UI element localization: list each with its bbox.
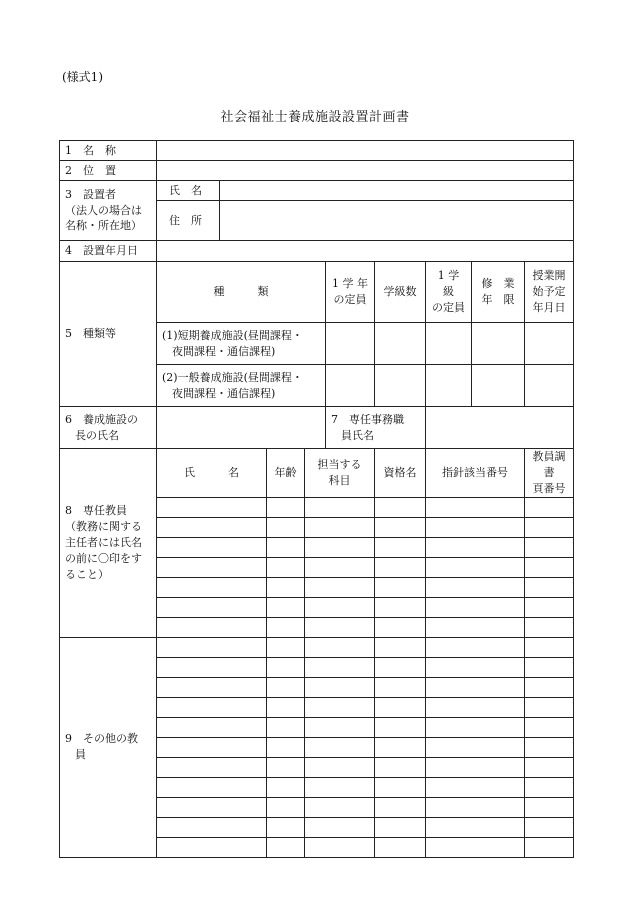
founder-label-line: （法人の場合は: [65, 203, 142, 217]
director-label: [60, 407, 157, 449]
teacher-qualification-cell[interactable]: [375, 717, 426, 737]
teacher-subject-cell[interactable]: [305, 817, 375, 837]
founder-address-label: 住 所: [157, 201, 220, 241]
teacher-qualification-cell[interactable]: [375, 617, 426, 637]
teacher-page-cell[interactable]: [525, 637, 574, 657]
short-classes-cell[interactable]: [375, 323, 426, 365]
teacher-age-cell[interactable]: [267, 697, 305, 717]
header-year-capacity: [326, 262, 375, 323]
teacher-qualification-cell[interactable]: [375, 657, 426, 677]
teacher-page-cell[interactable]: [525, 757, 574, 777]
teacher-subject-cell[interactable]: [305, 737, 375, 757]
other-teachers-label: [60, 637, 157, 857]
teacher-guideline-cell[interactable]: [426, 817, 525, 837]
teacher-page-cell[interactable]: [525, 617, 574, 637]
teacher-age-cell[interactable]: [267, 617, 305, 637]
teacher-age-cell[interactable]: [267, 837, 305, 857]
teacher-subject-cell[interactable]: [305, 637, 375, 657]
teacher-guideline-cell[interactable]: [426, 617, 525, 637]
teacher-page-cell[interactable]: [525, 497, 574, 517]
founder-label-line: 3 設置者: [65, 187, 116, 201]
teacher-guideline-cell[interactable]: [426, 777, 525, 797]
teacher-page-cell[interactable]: [525, 797, 574, 817]
teacher-page-cell[interactable]: [525, 597, 574, 617]
teacher-subject-cell[interactable]: [305, 517, 375, 537]
director-label-line: 6 養成施設の: [65, 412, 138, 426]
teacher-page-cell[interactable]: [525, 817, 574, 837]
plan-form-table: [59, 140, 574, 858]
teacher-guideline-cell[interactable]: [426, 597, 525, 617]
teacher-subject-cell[interactable]: [305, 837, 375, 857]
teacher-guideline-cell[interactable]: [426, 657, 525, 677]
header-subject: [305, 449, 375, 498]
teacher-age-cell[interactable]: [267, 757, 305, 777]
teacher-name-cell[interactable]: [157, 657, 267, 677]
header-line: 修 業: [481, 277, 515, 291]
type-line: 夜間課程・通信課程): [172, 344, 276, 358]
teacher-name-cell[interactable]: [157, 697, 267, 717]
header-line: 年 限: [481, 293, 515, 306]
founder-label: [60, 181, 157, 241]
form-number-label: (様式1): [62, 70, 103, 84]
teachers-label-line: 8 専任教員: [65, 504, 127, 518]
short-year-capacity-cell[interactable]: [326, 323, 375, 365]
header-line: 頁番号: [532, 481, 566, 495]
type-general-course: [157, 365, 326, 407]
short-start-date-cell[interactable]: [525, 323, 574, 365]
teacher-age-cell[interactable]: [267, 537, 305, 557]
staff-label: [326, 407, 426, 449]
teacher-qualification-cell[interactable]: [375, 637, 426, 657]
general-start-date-cell[interactable]: [525, 365, 574, 407]
teacher-qualification-cell[interactable]: [375, 757, 426, 777]
fulltime-teachers-label: [60, 449, 157, 638]
teacher-guideline-cell[interactable]: [426, 717, 525, 737]
teacher-page-cell[interactable]: [525, 577, 574, 597]
teacher-page-cell[interactable]: [525, 737, 574, 757]
teacher-name-cell[interactable]: [157, 577, 267, 597]
header-qualification: 資格名: [375, 449, 426, 498]
teacher-qualification-cell[interactable]: [375, 817, 426, 837]
teacher-page-cell[interactable]: [525, 557, 574, 577]
teacher-qualification-cell[interactable]: [375, 497, 426, 517]
type-line: 夜間課程・通信課程): [172, 386, 276, 400]
location-field[interactable]: [157, 161, 574, 181]
teacher-guideline-cell[interactable]: [426, 837, 525, 857]
teacher-page-cell[interactable]: [525, 697, 574, 717]
header-line: 1 学 級: [437, 269, 460, 299]
director-label-line: 長の氏名: [75, 428, 119, 442]
teacher-age-cell[interactable]: [267, 637, 305, 657]
staff-label-line: 員氏名: [341, 428, 374, 442]
teacher-guideline-cell[interactable]: [426, 757, 525, 777]
teacher-name-cell[interactable]: [157, 497, 267, 517]
general-year-capacity-cell[interactable]: [326, 365, 375, 407]
teacher-age-cell[interactable]: [267, 737, 305, 757]
founder-label-line: 名称・所在地）: [65, 219, 142, 233]
teacher-guideline-cell[interactable]: [426, 797, 525, 817]
document-title: 社会福祉士養成施設設置計画書: [220, 110, 410, 125]
teacher-name-cell[interactable]: [157, 717, 267, 737]
teacher-age-cell[interactable]: [267, 797, 305, 817]
teacher-age-cell[interactable]: [267, 597, 305, 617]
staff-name-field[interactable]: [426, 407, 574, 449]
general-class-capacity-cell[interactable]: [426, 365, 472, 407]
teacher-qualification-cell[interactable]: [375, 677, 426, 697]
teachers-label-line: （教務に関する: [65, 520, 142, 533]
teacher-qualification-cell[interactable]: [375, 537, 426, 557]
header-line: 1 学 年: [332, 277, 368, 291]
teacher-name-cell[interactable]: [157, 537, 267, 557]
teacher-age-cell[interactable]: [267, 577, 305, 597]
teacher-qualification-cell[interactable]: [375, 517, 426, 537]
type-line: (1)短期養成施設(昼間課程・: [162, 328, 303, 342]
teacher-subject-cell[interactable]: [305, 797, 375, 817]
teacher-name-cell[interactable]: [157, 777, 267, 797]
teacher-age-cell[interactable]: [267, 557, 305, 577]
teacher-qualification-cell[interactable]: [375, 557, 426, 577]
header-line: 年月日: [532, 300, 566, 314]
establish-date-field[interactable]: [157, 241, 574, 262]
teacher-qualification-cell[interactable]: [375, 797, 426, 817]
teacher-guideline-cell[interactable]: [426, 677, 525, 697]
general-term-cell[interactable]: [472, 365, 525, 407]
teacher-page-cell[interactable]: [525, 677, 574, 697]
teacher-guideline-cell[interactable]: [426, 557, 525, 577]
teacher-name-cell[interactable]: [157, 737, 267, 757]
founder-name-label: 氏 名: [157, 181, 220, 201]
type-line: (2)一般養成施設(昼間課程・: [162, 370, 303, 384]
teacher-page-cell[interactable]: [525, 717, 574, 737]
short-term-cell[interactable]: [472, 323, 525, 365]
teacher-guideline-cell[interactable]: [426, 517, 525, 537]
short-class-capacity-cell[interactable]: [426, 323, 472, 365]
teacher-subject-cell[interactable]: [305, 597, 375, 617]
teacher-subject-cell[interactable]: [305, 497, 375, 517]
header-classes: 学級数: [375, 262, 426, 323]
teacher-guideline-cell[interactable]: [426, 537, 525, 557]
teacher-subject-cell[interactable]: [305, 777, 375, 797]
teacher-subject-cell[interactable]: [305, 557, 375, 577]
teacher-qualification-cell[interactable]: [375, 577, 426, 597]
teacher-name-cell[interactable]: [157, 817, 267, 837]
header-survey-page: [525, 449, 574, 498]
general-classes-cell[interactable]: [375, 365, 426, 407]
teacher-name-cell[interactable]: [157, 837, 267, 857]
teacher-age-cell[interactable]: [267, 657, 305, 677]
teacher-age-cell[interactable]: [267, 517, 305, 537]
header-line: の定員: [333, 293, 367, 306]
teachers-label-line: ること）: [65, 567, 109, 581]
teacher-subject-cell[interactable]: [305, 717, 375, 737]
teacher-page-cell[interactable]: [525, 537, 574, 557]
header-line: 授業開: [532, 269, 566, 283]
row-location-label: 2 位 置: [60, 161, 157, 181]
teacher-guideline-cell[interactable]: [426, 737, 525, 757]
header-guideline: 指針該当番号: [426, 449, 525, 498]
director-name-field[interactable]: [157, 407, 326, 449]
teacher-subject-cell[interactable]: [305, 537, 375, 557]
staff-label-line: 7 専任事務職: [331, 412, 404, 426]
teacher-qualification-cell[interactable]: [375, 697, 426, 717]
teacher-subject-cell[interactable]: [305, 757, 375, 777]
other-label-line: 9 その他の教: [65, 732, 138, 746]
teachers-label-line: 主任者には氏名: [65, 535, 142, 549]
teacher-name-cell[interactable]: [157, 597, 267, 617]
teacher-subject-cell[interactable]: [305, 617, 375, 637]
teacher-guideline-cell[interactable]: [426, 577, 525, 597]
header-line: 科目: [328, 473, 351, 487]
teacher-guideline-cell[interactable]: [426, 637, 525, 657]
teacher-qualification-cell[interactable]: [375, 837, 426, 857]
header-term: [472, 262, 525, 323]
founder-name-field[interactable]: [220, 181, 574, 201]
teachers-label-line: の前に〇印をす: [65, 551, 142, 565]
other-label-line: 員: [75, 748, 86, 762]
teacher-subject-cell[interactable]: [305, 697, 375, 717]
row-name-label: 1 名 称: [60, 141, 157, 161]
establish-date-label: 4 設置年月日: [60, 241, 157, 262]
header-kind: 種 類: [157, 262, 326, 323]
other-teacher-row: [60, 637, 574, 657]
header-line: 担当する: [317, 457, 362, 471]
teacher-age-cell[interactable]: [267, 777, 305, 797]
facility-name-field[interactable]: [157, 141, 574, 161]
teacher-name-cell[interactable]: [157, 757, 267, 777]
teacher-guideline-cell[interactable]: [426, 497, 525, 517]
teacher-name-cell[interactable]: [157, 517, 267, 537]
header-age: 年齢: [267, 449, 305, 498]
header-line: の定員: [432, 300, 465, 314]
teacher-age-cell[interactable]: [267, 717, 305, 737]
teacher-subject-cell[interactable]: [305, 577, 375, 597]
teacher-age-cell[interactable]: [267, 817, 305, 837]
header-class-capacity: [426, 262, 472, 323]
teacher-name-cell[interactable]: [157, 637, 267, 657]
teacher-name-cell[interactable]: [157, 557, 267, 577]
teacher-name-cell[interactable]: [157, 617, 267, 637]
teacher-subject-cell[interactable]: [305, 677, 375, 697]
header-name: 氏 名: [157, 449, 267, 498]
header-line: 始予定: [532, 285, 566, 299]
teacher-qualification-cell[interactable]: [375, 777, 426, 797]
teacher-page-cell[interactable]: [525, 777, 574, 797]
type-short-course: [157, 323, 326, 365]
teacher-age-cell[interactable]: [267, 677, 305, 697]
founder-address-field[interactable]: [220, 201, 574, 241]
teacher-guideline-cell[interactable]: [426, 697, 525, 717]
teacher-qualification-cell[interactable]: [375, 597, 426, 617]
teacher-page-cell[interactable]: [525, 657, 574, 677]
teacher-qualification-cell[interactable]: [375, 737, 426, 757]
type-label: 5 種類等: [60, 262, 157, 407]
teacher-subject-cell[interactable]: [305, 657, 375, 677]
teacher-page-cell[interactable]: [525, 517, 574, 537]
teacher-page-cell[interactable]: [525, 837, 574, 857]
teacher-name-cell[interactable]: [157, 797, 267, 817]
header-line: 教員調書: [532, 450, 566, 479]
teacher-name-cell[interactable]: [157, 677, 267, 697]
teacher-age-cell[interactable]: [267, 497, 305, 517]
header-start-date: [525, 262, 574, 323]
